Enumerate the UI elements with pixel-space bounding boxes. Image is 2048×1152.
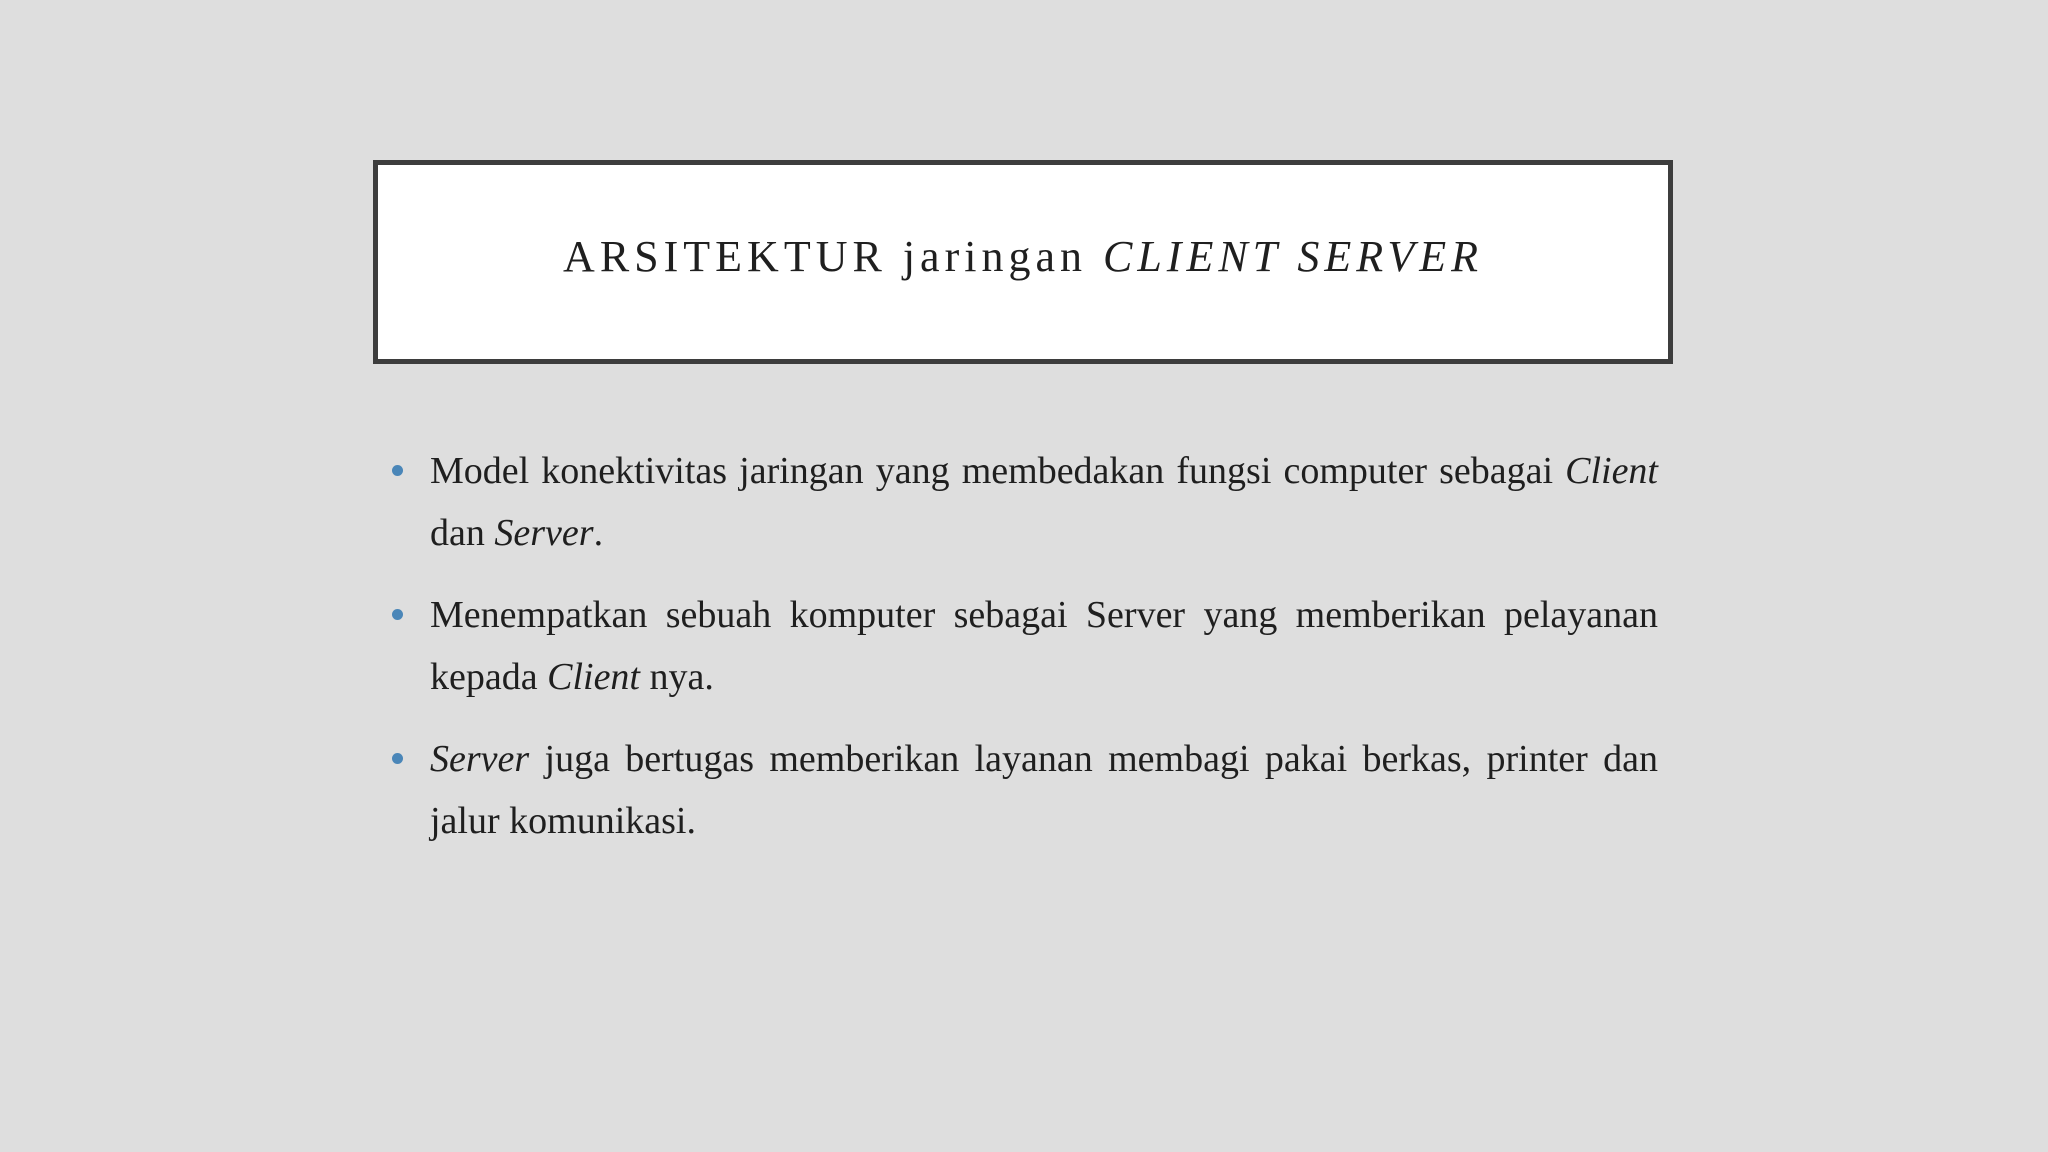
bullet-1-text-c: . <box>593 512 604 554</box>
title-italic: CLIENT SERVER <box>1102 231 1483 281</box>
bullet-item-3 <box>388 728 1658 852</box>
bullet-1-client: Client <box>1565 450 1658 492</box>
bullet-2-text-b: nya. <box>640 656 714 698</box>
bullet-2-client: Client <box>547 656 640 698</box>
bullet-item-2 <box>388 584 1658 708</box>
bullet-item-1 <box>388 440 1658 564</box>
bullet-3-text-a: juga bertugas memberikan layanan membagi pakai berkas, printer dan jalur komunikasi. <box>430 738 1658 842</box>
bullet-dot-icon <box>392 609 403 620</box>
bullet-list <box>388 440 1658 872</box>
bullet-1-text-a: Model konektivitas jaringan yang membedakan fungsi computer sebagai <box>430 450 1566 492</box>
bullet-3-server: Server <box>430 738 530 780</box>
bullet-1-server: Server <box>494 512 594 554</box>
title-box <box>373 160 1673 364</box>
bullet-1-text-b: dan <box>430 512 495 554</box>
slide-title <box>563 231 1483 282</box>
bullet-2-text-a: Menempatkan sebuah komputer sebagai Server yang memberikan pelayanan kepada <box>430 594 1658 698</box>
title-plain: ARSITEKTUR jaringan <box>563 231 1103 281</box>
bullet-dot-icon <box>392 465 403 476</box>
bullet-dot-icon <box>392 753 403 764</box>
